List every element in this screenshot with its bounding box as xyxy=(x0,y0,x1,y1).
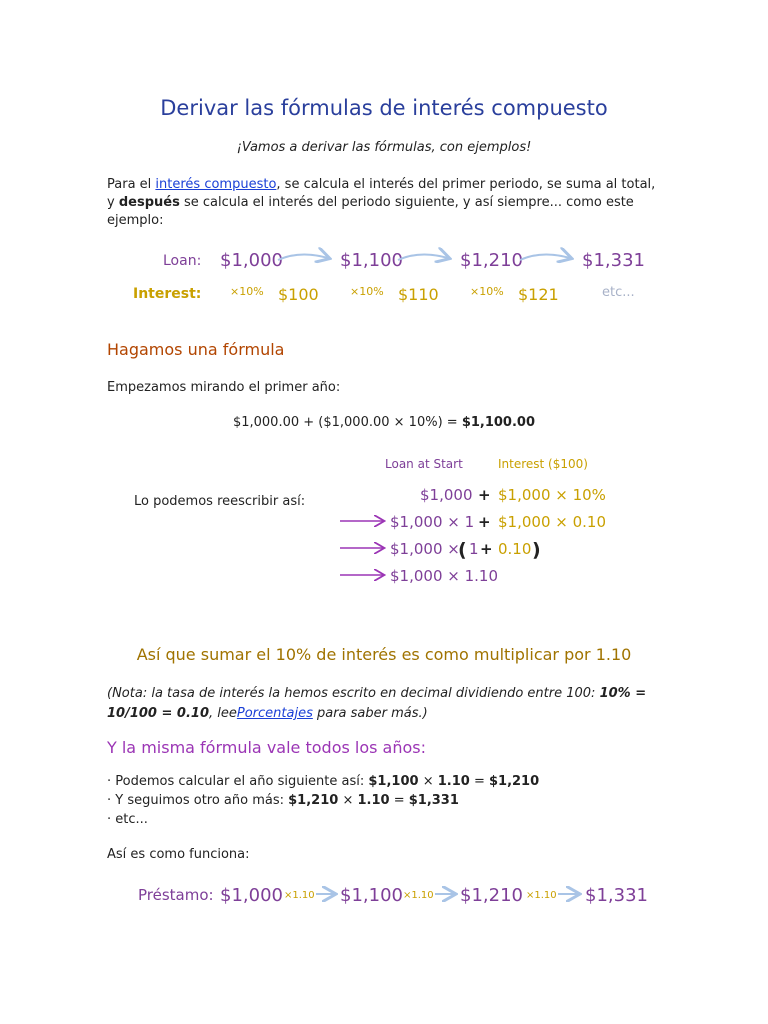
loan-value-4: $1,331 xyxy=(582,250,645,271)
paren-open: ( xyxy=(458,539,467,561)
row1-loan: $1,000 xyxy=(420,486,473,504)
row3-plus: + xyxy=(480,540,493,558)
interest-value-3: $121 xyxy=(518,285,559,304)
header-interest: Interest ($100) xyxy=(498,457,588,471)
loan-value-1: $1,000 xyxy=(220,885,283,906)
row3-one: 1 xyxy=(469,540,479,558)
paren-close: ) xyxy=(532,539,541,561)
list-item: · etc... xyxy=(107,812,148,827)
intro-bold: después xyxy=(118,195,180,210)
intro-text-3: se calcula el interés del periodo siguiente, y así siempre... como este ejemplo: xyxy=(107,195,634,228)
list-item: · Y seguimos otro año más: $1,210 × 1.10 = $1,331 xyxy=(107,793,459,808)
rate-label-3: ×10% xyxy=(470,285,504,298)
arrow-icon xyxy=(398,254,448,260)
multiplier-label-2: ×1.10 xyxy=(403,890,434,901)
loan-multiplier-diagram xyxy=(130,874,650,914)
first-year-equation xyxy=(0,415,768,430)
percentage-note xyxy=(107,684,667,724)
list-item: · Podemos calcular el año siguiente así: $1,100 × 1.10 = $1,210 xyxy=(107,774,540,789)
loan-value-3: $1,210 xyxy=(460,885,523,906)
rate-label-1: ×10% xyxy=(230,285,264,298)
loan-value-2: $1,100 xyxy=(340,250,403,271)
arrow-icon xyxy=(278,254,328,260)
multiply-heading: Así que sumar el 10% de interés es como multiplicar por 1.10 xyxy=(136,645,632,664)
loan-value-2: $1,100 xyxy=(340,885,403,906)
loan-value-3: $1,210 xyxy=(460,250,523,271)
intro-text-1: Para el xyxy=(107,177,156,192)
intro-text-2: , se calcula el interés del primer periodo, se suma al total, y xyxy=(107,177,656,210)
first-year-text: Empezamos mirando el primer año: xyxy=(107,380,341,395)
equation-text: $1,000.00 + ($1,000.00 × 10%) = xyxy=(232,415,462,430)
interest-value-1: $100 xyxy=(278,285,319,304)
note-text-1: (Nota: la tasa de interés la hemos escrito en decimal dividiendo entre 100: xyxy=(107,686,600,701)
row2-loan: $1,000 × 1 xyxy=(390,513,475,531)
section-heading-formula: Hagamos una fórmula xyxy=(107,340,285,359)
section-heading-every-year: Y la misma fórmula vale todos los años: xyxy=(107,738,427,757)
compound-interest-link[interactable]: interés compuesto xyxy=(155,177,277,192)
interest-label: Interest: xyxy=(133,286,202,302)
calculation-list xyxy=(107,772,539,829)
etc-label: etc... xyxy=(602,285,635,300)
row4: $1,000 × 1.10 xyxy=(390,567,498,585)
multiplier-label-3: ×1.10 xyxy=(526,890,557,901)
equation-result: $1,100.00 xyxy=(461,415,536,430)
header-loan: Loan at Start xyxy=(385,457,463,471)
rewrite-diagram xyxy=(335,450,606,590)
row2-plus: + xyxy=(478,513,491,531)
note-bold: 10% = 10/100 = 0.10 xyxy=(107,686,647,721)
intro-paragraph xyxy=(107,176,667,230)
row2-interest: $1,000 × 0.10 xyxy=(498,513,606,531)
row1-plus: + xyxy=(478,486,491,504)
page-subtitle: ¡Vamos a derivar las fórmulas, con ejemplos! xyxy=(236,140,532,155)
note-text-2: , lee xyxy=(209,706,237,721)
loan-label-es: Préstamo: xyxy=(138,886,214,904)
note-text-3: para saber más.) xyxy=(312,706,428,721)
interest-value-2: $110 xyxy=(398,285,439,304)
page-title: Derivar las fórmulas de interés compuesto xyxy=(160,96,608,120)
arrow-icon xyxy=(520,254,570,260)
row3-loan: $1,000 × xyxy=(390,540,460,558)
rate-label-2: ×10% xyxy=(350,285,384,298)
rewrite-text: Lo podemos reescribir así: xyxy=(134,494,306,509)
multiplier-label-1: ×1.10 xyxy=(284,890,315,901)
percentages-link[interactable]: Porcentajes xyxy=(236,706,313,721)
loan-value-1: $1,000 xyxy=(220,250,283,271)
row1-interest: $1,000 × 10% xyxy=(498,486,606,504)
loan-interest-diagram xyxy=(130,240,650,310)
how-it-works-text: Así es como funciona: xyxy=(107,847,250,862)
loan-label: Loan: xyxy=(163,253,202,269)
row3-point-ten: 0.10 xyxy=(498,540,532,558)
loan-value-4: $1,331 xyxy=(585,885,648,906)
